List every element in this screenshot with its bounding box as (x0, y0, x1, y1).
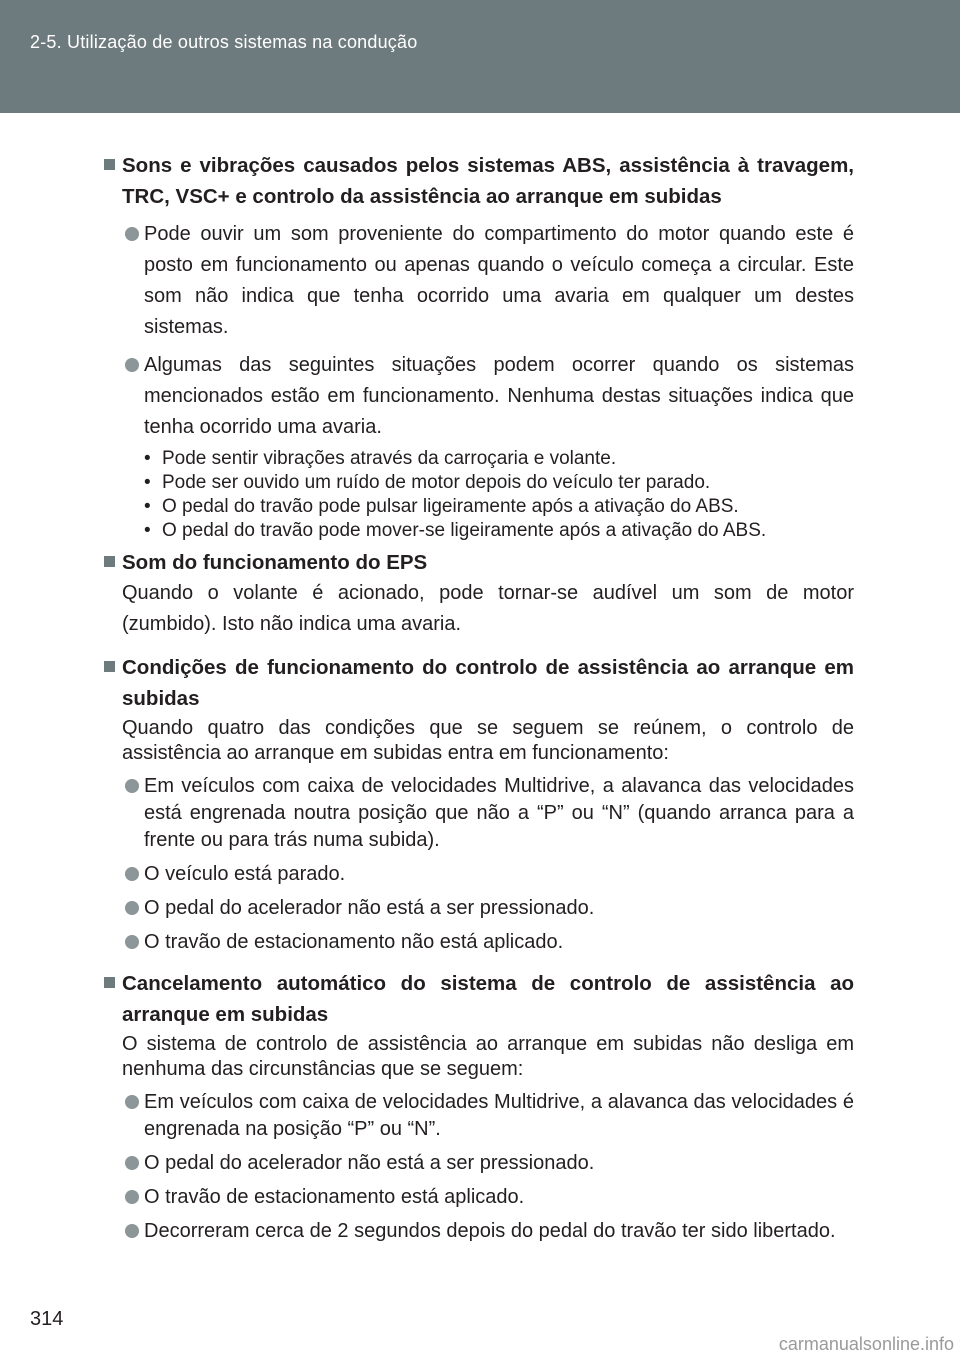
page-number: 314 (30, 1308, 64, 1330)
sub-bullet-item (100, 495, 854, 519)
list-item (100, 219, 854, 343)
list-item-text: Algumas das seguintes situações podem ocorrer quando os sistemas mencionados estão em funcionamento. Nenhuma destas situações indica que tenha ocorrido uma avaria. (144, 354, 854, 438)
page-content (100, 150, 854, 1245)
circle-bullet-icon (125, 1156, 139, 1170)
bullet-dot-icon: • (144, 472, 151, 493)
square-bullet-icon (104, 556, 115, 567)
sub-bullet-text: O pedal do travão pode pulsar ligeiramente após a ativação do ABS. (162, 496, 739, 517)
circle-bullet-icon (125, 867, 139, 881)
circle-bullet-icon (125, 358, 139, 372)
list-item-text: O travão de estacionamento está aplicado. (144, 1186, 525, 1208)
section-heading (100, 150, 854, 212)
list-item-text: O pedal do acelerador não está a ser pressionado. (144, 1152, 595, 1174)
section-eps-sound (100, 547, 854, 640)
circle-bullet-icon (125, 935, 139, 949)
sub-bullet-item (100, 519, 854, 543)
section-heading-text: Condições de funcionamento do controlo de assistência ao arranque em subidas (122, 656, 854, 710)
circle-bullet-icon (125, 1224, 139, 1238)
section-heading-text: Cancelamento automático do sistema de controlo de assistência ao arranque em subidas (122, 972, 854, 1026)
section-heading (100, 547, 854, 578)
section-heading (100, 652, 854, 714)
list-item (100, 773, 854, 854)
list-item (100, 1218, 854, 1245)
list-item (100, 1089, 854, 1143)
circle-bullet-icon (125, 1190, 139, 1204)
section-heading (100, 968, 854, 1030)
list-item (100, 1150, 854, 1177)
list-item-text: O travão de estacionamento não está aplicado. (144, 931, 564, 953)
section-abs-sounds (100, 150, 854, 543)
sub-bullet-list (100, 447, 854, 543)
circle-bullet-icon (125, 901, 139, 915)
section-paragraph: Quando quatro das condições que se seguem se reúnem, o controlo de assistência ao arranque em subidas entra em funcionamento: (122, 717, 854, 764)
sub-bullet-text: Pode ser ouvido um ruído de motor depois do veículo ter parado. (162, 472, 711, 493)
header-band (0, 0, 960, 113)
circle-bullet-icon (125, 1095, 139, 1109)
bullet-dot-icon: • (144, 496, 151, 517)
list-item (100, 350, 854, 443)
circle-bullet-icon (125, 227, 139, 241)
bullet-dot-icon: • (144, 448, 151, 469)
sub-bullet-text: O pedal do travão pode mover-se ligeiramente após a ativação do ABS. (162, 520, 767, 541)
section-heading-text: Sons e vibrações causados pelos sistemas ABS, assistência à travagem, TRC, VSC+ e controlo da assistência ao arranque em subidas (122, 154, 854, 208)
section-paragraph: O sistema de controlo de assistência ao arranque em subidas não desliga em nenhuma das circunstâncias que se seguem: (122, 1033, 854, 1080)
list-item-text: Pode ouvir um som proveniente do compartimento do motor quando este é posto em funcionamento ou apenas quando o veículo começa a circular. Este som não indica que tenha ocorrido uma avaria em qualquer um destes sistemas. (144, 223, 854, 338)
sub-bullet-item (100, 471, 854, 495)
section-paragraph: Quando o volante é acionado, pode tornar-se audível um som de motor (zumbido). Isto não indica uma avaria. (122, 582, 854, 635)
sub-bullet-item (100, 447, 854, 471)
circle-bullet-icon (125, 779, 139, 793)
square-bullet-icon (104, 977, 115, 988)
square-bullet-icon (104, 661, 115, 672)
watermark: carmanualsonline.info (778, 1334, 954, 1354)
section-hill-start-cancel (100, 968, 854, 1245)
list-item (100, 895, 854, 922)
sub-bullet-text: Pode sentir vibrações através da carroçaria e volante. (162, 448, 617, 469)
list-item (100, 929, 854, 956)
list-item-text: O pedal do acelerador não está a ser pressionado. (144, 897, 595, 919)
bullet-dot-icon: • (144, 520, 151, 541)
list-item-text: Em veículos com caixa de velocidades Multidrive, a alavanca das velocidades é engrenada na posição “P” ou “N”. (144, 1091, 854, 1140)
list-item-text: Decorreram cerca de 2 segundos depois do pedal do travão ter sido libertado. (144, 1220, 836, 1242)
section-hill-start-conditions (100, 652, 854, 956)
square-bullet-icon (104, 159, 115, 170)
list-item-text: Em veículos com caixa de velocidades Multidrive, a alavanca das velocidades está engrenada noutra posição que não a “P” ou “N” (quando arranca para a frente ou para trás numa subida). (144, 775, 854, 851)
section-heading-text: Som do funcionamento do EPS (122, 551, 428, 574)
list-item-text: O veículo está parado. (144, 863, 346, 885)
section-breadcrumb: 2-5. Utilização de outros sistemas na condução (30, 32, 418, 52)
list-item (100, 1184, 854, 1211)
list-item (100, 861, 854, 888)
